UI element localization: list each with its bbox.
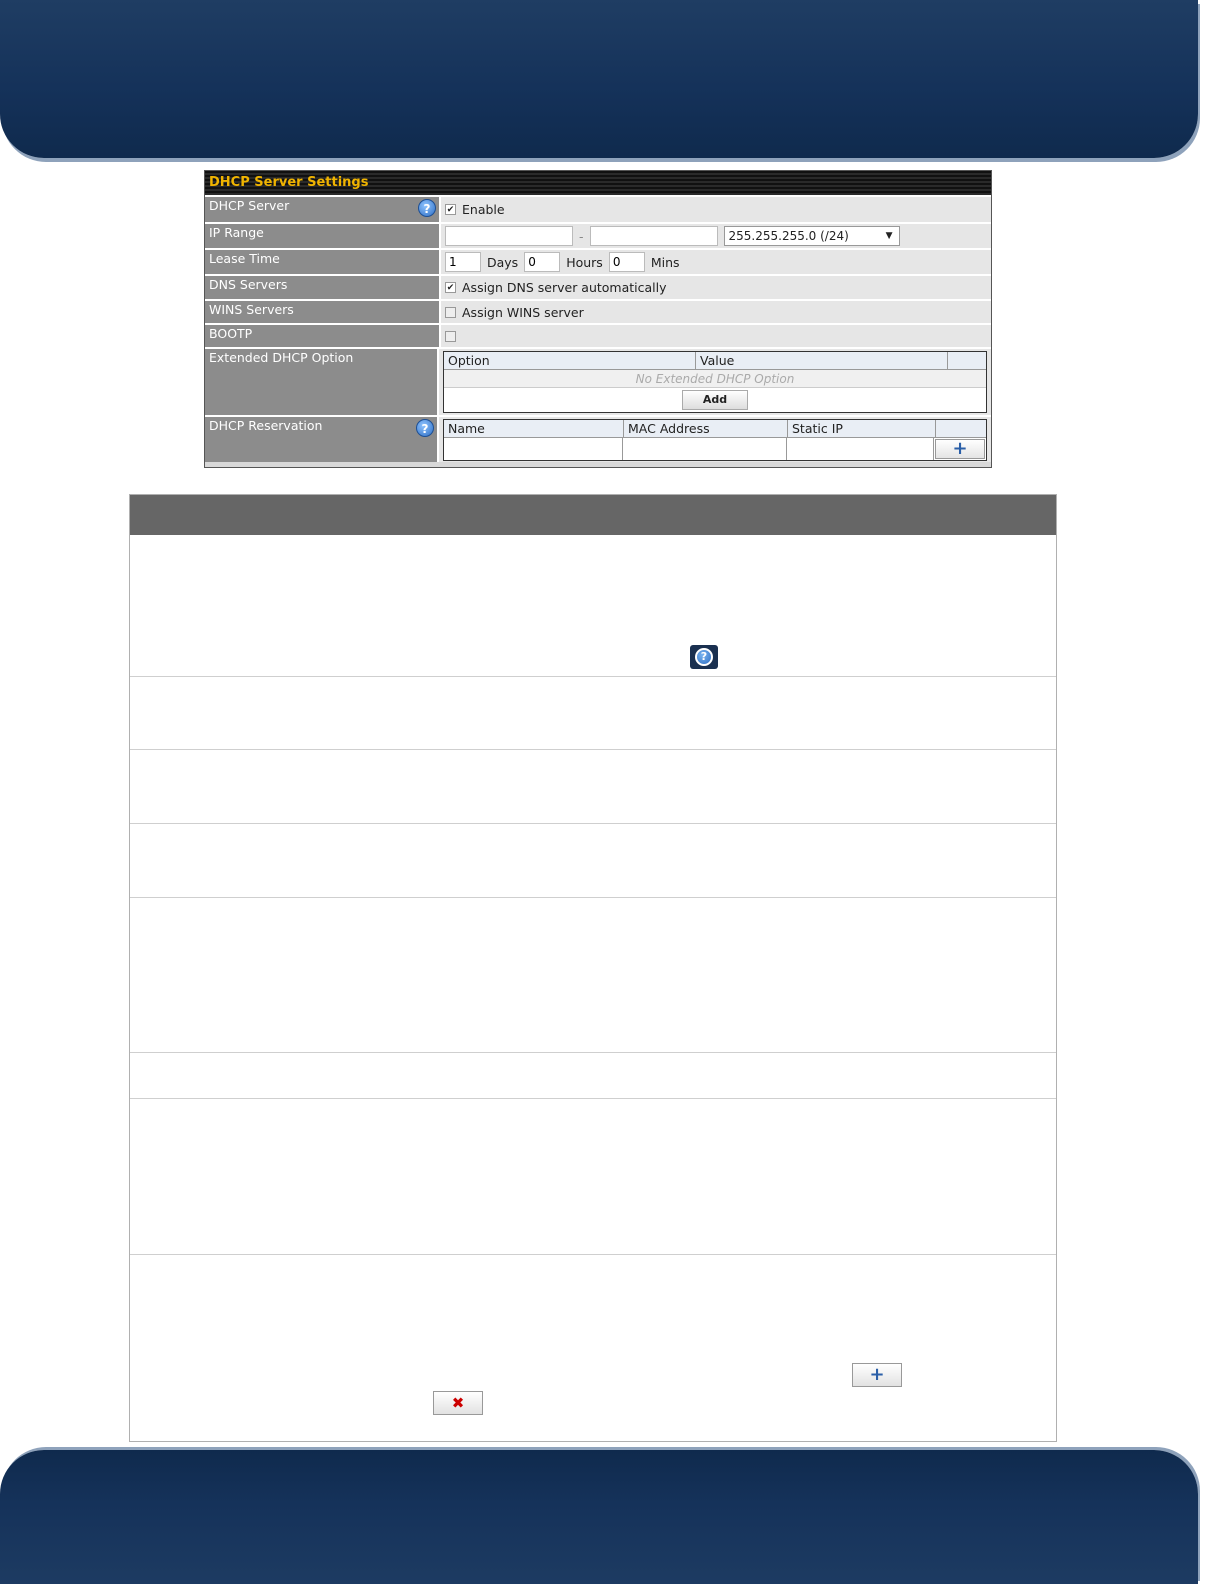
row-dhcp-reservation [205,415,991,462]
row-label: IP Range [205,224,441,248]
row-label: BOOTP [205,325,441,347]
add-reservation-button[interactable]: + [935,439,985,459]
lease-mins-input[interactable] [609,252,645,272]
row-value [439,417,991,462]
table-footer [444,388,986,412]
row-label: Extended DHCP Option [205,349,439,415]
row-bootp [205,323,991,347]
subnet-select[interactable] [724,226,900,246]
row-extended-dhcp-option [205,347,991,415]
reservation-table [443,419,987,461]
wins-label: Assign WINS server [462,304,584,320]
col-name: Name [444,420,624,437]
action-cell [934,438,986,460]
row-label [205,197,441,222]
row-dhcp-server [205,195,991,222]
row-ip-range [205,222,991,248]
extended-option-table [443,351,987,413]
help-icon: ? [695,648,713,666]
footer-banner [0,1450,1198,1584]
header-banner [0,0,1198,158]
col-value: Value [696,352,948,369]
range-separator: - [579,228,584,244]
col-static-ip: Static IP [788,420,936,437]
help-icon[interactable]: ? [416,419,434,437]
table-header [444,352,986,370]
label-text: DHCP Reservation [209,418,323,433]
wins-checkbox[interactable] [445,307,456,318]
row-value [441,197,991,222]
lease-days-input[interactable] [445,252,481,272]
enable-label: Enable [462,202,505,217]
settings-description-table [129,494,1057,1442]
table-row [130,677,1056,750]
row-label: DNS Servers [205,276,441,299]
col-mac: MAC Address [624,420,788,437]
table-row [130,535,1056,677]
plus-icon: + [852,1363,902,1387]
table-row [130,750,1056,824]
mins-label: Mins [650,254,680,270]
static-ip-cell[interactable] [787,438,934,460]
remove-icon: ✖ [433,1391,483,1415]
table-header [444,420,986,438]
enable-checkbox[interactable]: ✔ [446,204,455,215]
dns-auto-checkbox[interactable]: ✔ [446,282,455,293]
table-row [130,1255,1056,1441]
help-icon[interactable]: ? [418,199,436,217]
row-value [441,301,991,323]
subnet-value: 255.255.255.0 (/24) [728,229,849,243]
days-label: Days [487,254,519,270]
col-actions [948,352,986,369]
table-row [130,824,1056,898]
row-label: WINS Servers [205,301,441,323]
ip-range-end-input[interactable] [590,226,718,246]
table-row [444,438,986,460]
table-row [130,1099,1056,1255]
row-label: Lease Time [205,250,441,274]
help-icon-inline [690,645,718,669]
row-lease-time [205,248,991,274]
panel-title: DHCP Server Settings [205,171,991,195]
bootp-checkbox[interactable] [445,331,456,342]
row-value [439,349,991,415]
label-text: DHCP Server [209,198,290,213]
empty-message: No Extended DHCP Option [444,370,986,388]
row-value [441,276,991,299]
lease-hours-input[interactable] [524,252,560,272]
row-dns-servers [205,274,991,299]
row-value [441,325,991,347]
name-cell[interactable] [444,438,623,460]
col-actions [936,420,986,437]
row-value [441,224,991,248]
table-row [130,898,1056,1053]
ip-range-start-input[interactable] [445,226,573,246]
row-value [441,250,991,274]
mac-cell[interactable] [623,438,786,460]
dhcp-settings-panel [204,170,992,468]
col-option: Option [444,352,696,369]
row-wins-servers [205,299,991,323]
table-header [130,495,1056,535]
hours-label: Hours [566,254,603,270]
chevron-down-icon: ▼ [885,231,893,241]
table-row [130,1053,1056,1099]
row-label [205,417,439,462]
add-button[interactable]: Add [682,390,748,410]
dns-auto-label: Assign DNS server automatically [462,280,667,295]
